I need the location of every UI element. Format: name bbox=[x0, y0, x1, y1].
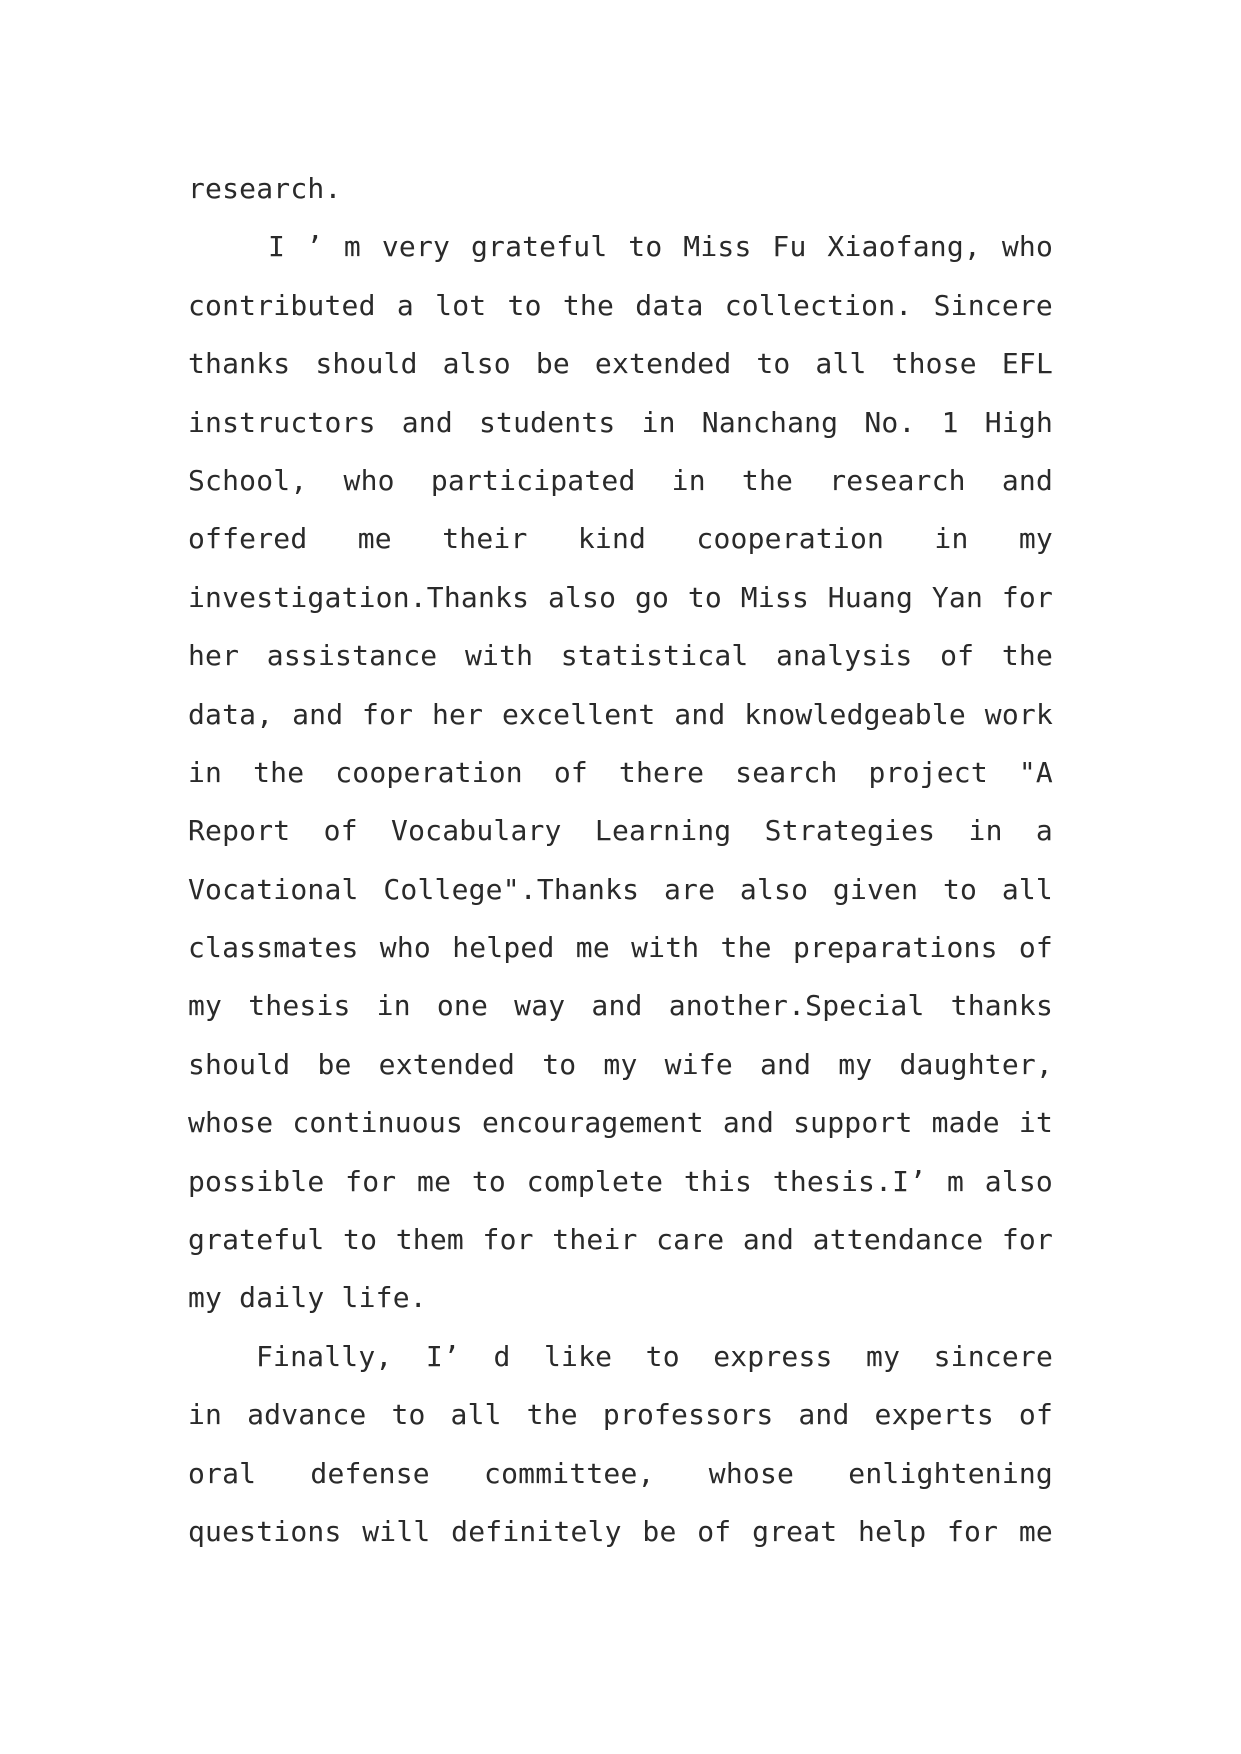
text-line: her assistance with statistical analysis of the bbox=[188, 639, 1053, 673]
text-line: classmates who helped me with the preparations of bbox=[188, 931, 1053, 965]
text-line: oral defense committee, whose enlightening bbox=[188, 1456, 1053, 1490]
text-line: in the cooperation of there search project "A bbox=[188, 755, 1053, 789]
text-line: thanks should also be extended to all those EFL bbox=[188, 347, 1053, 381]
text-line: Report of Vocabulary Learning Strategies in a bbox=[188, 814, 1053, 848]
text-line: should be extended to my wife and my daughter, bbox=[188, 1047, 1053, 1081]
text-line: offered me their kind cooperation in my bbox=[188, 522, 1053, 556]
text-line: possible for me to complete this thesis.I’ m also bbox=[188, 1164, 1053, 1198]
text-line: Finally, I’ d like to express my sincere bbox=[256, 1339, 1053, 1373]
text-line: School, who participated in the research and bbox=[188, 463, 1053, 497]
text-line: whose continuous encouragement and support made it bbox=[188, 1106, 1053, 1140]
text-line: Vocational College".Thanks are also given to all bbox=[188, 872, 1053, 906]
text-line: in advance to all the professors and experts of bbox=[188, 1398, 1053, 1432]
text-line: my thesis in one way and another.Special thanks bbox=[188, 989, 1053, 1023]
text-line: my daily life. bbox=[188, 1281, 427, 1315]
acknowledgement-text bbox=[188, 160, 1053, 1561]
text-line: contributed a lot to the data collection. Sincere bbox=[188, 288, 1053, 322]
text-line: questions will definitely be of great help for me bbox=[188, 1514, 1053, 1548]
text-line: grateful to them for their care and attendance for bbox=[188, 1223, 1053, 1257]
text-line: I ’ m very grateful to Miss Fu Xiaofang, who bbox=[268, 230, 1053, 264]
text-line: instructors and students in Nanchang No. 1 High bbox=[188, 405, 1053, 439]
text-line: data, and for her excellent and knowledgeable work bbox=[188, 697, 1053, 731]
text-line: investigation.Thanks also go to Miss Huang Yan for bbox=[188, 580, 1053, 614]
text-line: research. bbox=[188, 172, 342, 205]
